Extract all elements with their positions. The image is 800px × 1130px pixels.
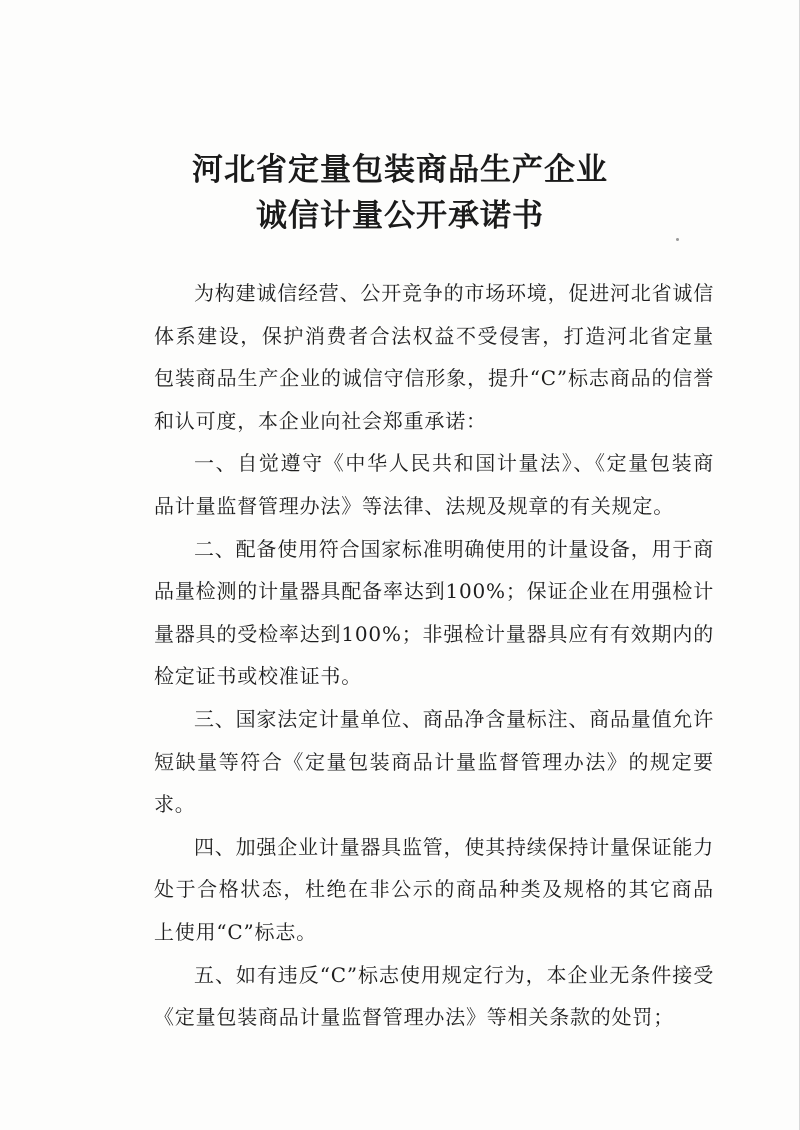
commitment-5: 五、如有违反“C”标志使用规定行为，本企业无条件接受《定量包装商品计量监督管理办法》等相关条款的处罚； — [154, 962, 714, 1030]
intro-paragraph: 为构建诚信经营、公开竞争的市场环境，促进河北省诚信体系建设，保护消费者合法权益不受侵害，打造河北省定量包装商品生产企业的诚信守信形象，提升“C”标志商品的信誉和认可度，本企业向社会郑重承诺： — [154, 281, 714, 433]
commitment-2: 二、配备使用符合国家标准明确使用的计量设备，用于商品量检测的计量器具配备率达到100%；保证企业在用强检计量器具的受检率达到100%；非强检计量器具应有有效期内的检定证书或校准证书。 — [154, 536, 714, 689]
document-title-line-2: 诚信计量公开承诺书 — [256, 198, 544, 234]
commitment-3: 三、国家法定计量单位、商品净含量标注、商品量值允许短缺量等符合《定量包装商品计量监督管理办法》的规定要求。 — [154, 706, 714, 817]
document-body — [154, 272, 714, 1039]
commitment-1: 一、自觉遵守《中华人民共和国计量法》、《定量包装商品计量监督管理办法》等法律、法规及规章的有关规定。 — [154, 451, 714, 518]
document-title-line-1: 河北省定量包装商品生产企业 — [192, 152, 608, 188]
scan-speck — [676, 238, 679, 241]
commitment-4: 四、加强企业计量器具监管，使其持续保持计量保证能力处于合格状态，杜绝在非公示的商品种类及规格的其它商品上使用“C”标志。 — [154, 834, 714, 944]
